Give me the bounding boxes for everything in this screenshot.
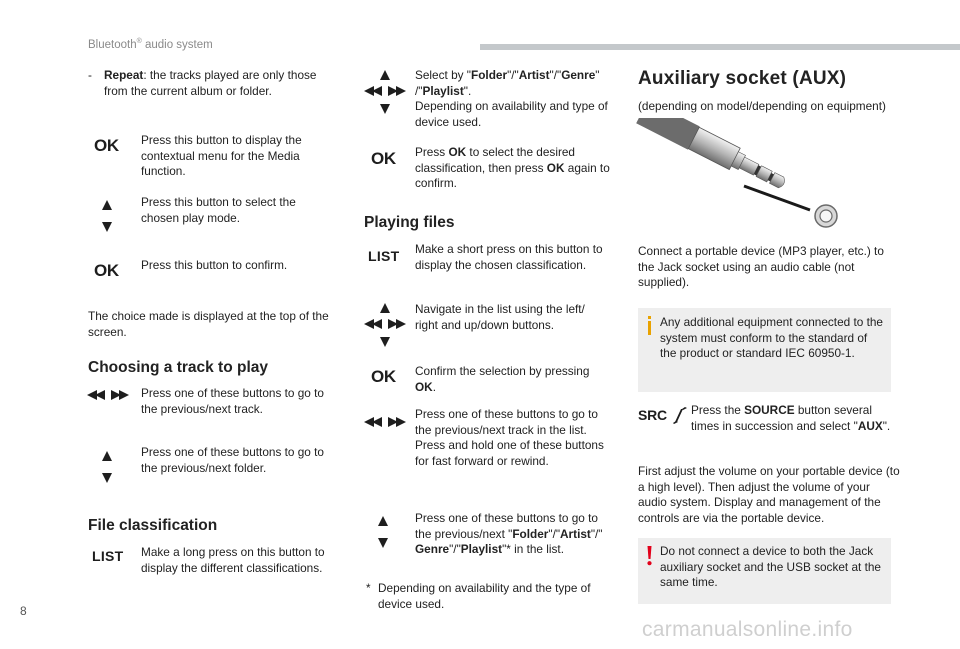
running-header: Bluetooth® audio system [88,38,213,51]
up-down-arrows-icon [378,516,390,550]
volume-description: First adjust the volume on your portable device (to a high level). Then adjust the volume of your audio system. Display and management of the controls are via the portable device. [638,464,900,525]
up-arrow-icon [380,303,390,313]
src-button-icon [638,406,688,428]
ok-confirm-description: Press this button to confirm. [141,258,288,272]
fast-forward-description: Press one of these buttons to go to the previous/next track in the list. Press and hold one of these buttons for fast forward or rewind. [415,407,604,468]
left-arrow-icon [95,390,105,400]
info-note-box [638,308,891,392]
four-way-arrows-icon [364,70,406,114]
watermark: carmanualsonline.info [642,618,853,641]
prev-next-folder-description: Press one of these buttons to go to the previous/next folder. [141,445,324,475]
footnote-text: Depending on availability and the type of device used. [378,581,591,611]
page-number: 8 [20,604,27,618]
up-down-arrows-icon [102,200,114,234]
four-way-arrows-icon [364,303,406,347]
heading-choosing-track: Choosing a track to play [88,359,269,376]
heading-file-classification: File classification [88,517,218,534]
warning-icon [646,546,653,566]
connect-description: Connect a portable device (MP3 player, etc.) to the Jack socket using an audio cable (not supplied). [638,244,884,290]
up-down-arrows-icon [102,451,114,485]
list-button-icon: LIST [92,548,124,564]
down-arrow-icon [380,104,390,114]
warning-note-text: Do not connect a device to both the Jack auxiliary socket and the USB socket at the same time. [660,544,881,590]
heading-aux-socket: Auxiliary socket (AUX) [638,68,847,89]
up-arrow-icon [102,200,112,210]
source-press-description: Press the SOURCE button several times in succession and select "AUX". [691,403,891,433]
play-mode-description: Press this button to select the chosen play mode. [141,195,296,225]
select-by-description: Select by "Folder"/"Artist"/"Genre" /"Playlist". Depending on availability and type of device used. [415,68,608,129]
jack-plug-illustration [636,118,846,234]
prev-next-arrows-icon [87,390,131,402]
repeat-description: Repeat: the tracks played are only those from the current album or folder. [104,68,317,98]
info-note-text: Any additional equipment connected to the system must conform to the standard of the product or standard IEC 60950-1. [660,315,883,361]
aux-availability: (depending on model/depending on equipment) [638,99,886,113]
repeat-dash: - [88,68,92,82]
left-arrow-icon [372,417,382,427]
ok-button-icon: OK [371,149,396,168]
down-arrow-icon [380,337,390,347]
info-icon [648,316,651,319]
prev-next-arrows-icon [364,417,408,429]
list-short-press-description: Make a short press on this button to display the chosen classification. [415,242,603,272]
src-label: SRC [638,407,667,423]
ok-button-icon: OK [371,367,396,386]
up-arrow-icon [102,451,112,461]
info-icon-stem [648,321,651,335]
right-arrow-icon [396,319,406,329]
down-arrow-icon [378,538,388,548]
footnote-star: * [366,581,371,595]
down-arrow-icon [102,222,112,232]
ok-menu-description: Press this button to display the contextual menu for the Media function. [141,133,302,179]
right-arrow-icon [396,417,406,427]
up-arrow-icon [378,516,388,526]
right-arrow-icon [119,390,129,400]
choice-description: The choice made is displayed at the top of the screen. [88,309,329,339]
confirm-selection-description: Confirm the selection by pressing OK. [415,364,590,394]
left-arrow-icon [372,86,382,96]
prev-next-track-description: Press one of these buttons to go to the previous/next track. [141,386,324,416]
ok-button-icon: OK [94,261,119,280]
down-arrow-icon [102,473,112,483]
up-arrow-icon [380,70,390,80]
list-button-icon: LIST [368,248,400,264]
warning-note-box [638,538,891,604]
left-arrow-icon [372,319,382,329]
right-arrow-icon [396,86,406,96]
ok-select-description: Press OK to select the desired classification, then press OK again to confirm. [415,145,610,191]
prev-next-classification-description: Press one of these buttons to go to the previous/next "Folder"/"Artist"/" Genre"/"Playlist"* in the list. [415,511,603,557]
ok-button-icon: OK [94,136,119,155]
navigate-description: Navigate in the list using the left/ right and up/down buttons. [415,302,585,332]
header-bar [480,44,960,50]
heading-playing-files: Playing files [364,214,455,231]
list-long-press-description: Make a long press on this button to display the different classifications. [141,545,325,575]
phone-handset-icon [672,406,688,424]
